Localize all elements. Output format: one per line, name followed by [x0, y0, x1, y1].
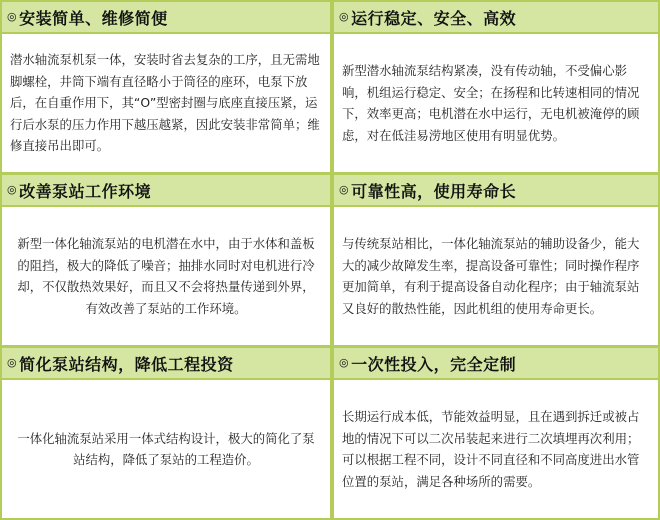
- header-reliability: [334, 175, 658, 205]
- header-title: 可靠性高，使用寿命长: [351, 181, 517, 201]
- header-install: [2, 2, 330, 32]
- header-title: 运行稳定、安全、高效: [351, 8, 517, 28]
- header-title: 改善泵站工作环境: [19, 181, 152, 201]
- body-environment: [2, 207, 330, 345]
- bullet-icon: ◎: [7, 182, 18, 196]
- header-title: 安装简单、维修简便: [19, 8, 168, 28]
- bullet-icon: ◎: [7, 355, 18, 369]
- body-text: 潜水轴流泵机泵一体，安装时省去复杂的工序，且无需地脚螺栓，井筒下端有直径略小于筒径的座环，电泵下放后，在自重作用下，其“O”型密封圈与底座直接压紧，运行后水泵的压力作用下越压越紧，因此安装非常简单；维修直接吊出即可。: [10, 52, 320, 154]
- bullet-icon: ◎: [339, 182, 350, 196]
- body-stable: [334, 34, 658, 172]
- bullet-icon: ◎: [339, 9, 350, 23]
- header-custom: [334, 348, 658, 378]
- header-title: 简化泵站结构，降低工程投资: [19, 354, 234, 374]
- body-structure: [2, 380, 330, 518]
- body-text: 长期运行成本低，节能效益明显，且在遇到拆迁或被占地的情况下可以二次吊装起来进行二次填埋再次利用；可以根据工程不同，设计不同直径和不同高度进出水管位置的泵站，满足各种场所的需要。: [342, 409, 640, 489]
- bullet-icon: ◎: [339, 355, 350, 369]
- body-custom: [334, 380, 658, 518]
- body-text: 新型潜水轴流泵结构紧凑，没有传动轴，不受偏心影响，机组运行稳定、安全；在扬程和比转速相同的情况下，效率更高；电机潜在水中运行，无电机被淹停的顾虑，对在低洼易涝地区使用有明显优势。: [342, 63, 640, 143]
- header-environment: [2, 175, 330, 205]
- header-structure: [2, 348, 330, 378]
- body-text: 与传统泵站相比，一体化轴流泵站的辅助设备少，能大大的减少故障发生率，提高设备可靠性；同时操作程序更加简单，有利于提高设备自动化程序；由于轴流泵站又良好的散热性能，因此机组的使用寿命更长。: [342, 236, 640, 316]
- header-stable: [334, 2, 658, 32]
- bullet-icon: ◎: [7, 9, 18, 23]
- body-reliability: [334, 207, 658, 345]
- header-title: 一次性投入，完全定制: [351, 354, 517, 374]
- body-text: 新型一体化轴流泵站的电机潜在水中，由于水体和盖板的阻挡，极大的降低了噪音；抽排水同时对电机进行冷却，不仅散热效果好，而且又不会将热量传递到外界，有效改善了泵站的工作环境。: [17, 236, 315, 316]
- body-text: 一体化轴流泵站采用一体式结构设计，极大的简化了泵站结构，降低了泵站的工程造价。: [17, 430, 315, 467]
- body-install: [2, 34, 330, 172]
